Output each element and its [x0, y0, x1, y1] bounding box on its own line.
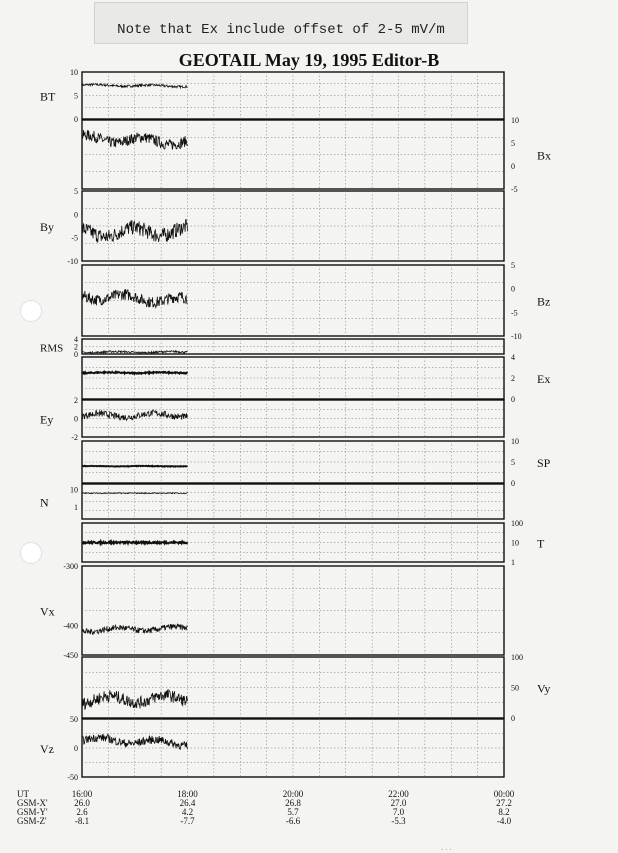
- tick-label-T: 100: [511, 519, 523, 528]
- orbit-value: 22:00: [388, 789, 409, 799]
- tick-label-RMS: 4: [74, 335, 78, 344]
- tick-label-Bx: 10: [511, 116, 519, 125]
- orbit-value: -7.7: [180, 816, 195, 826]
- trace-SP: [82, 466, 188, 467]
- trace-Vz: [82, 734, 188, 749]
- orbit-value: 18:00: [177, 789, 198, 799]
- panel-label-N: N: [40, 495, 49, 510]
- tick-label-SP: 5: [511, 458, 515, 467]
- tick-label-By: -5: [71, 233, 78, 243]
- orbit-row-label: UT: [17, 789, 29, 799]
- orbit-value: 27.2: [496, 798, 512, 808]
- tick-label-Vy: 50: [511, 683, 519, 693]
- tick-label-Vx: -450: [63, 651, 78, 660]
- tick-label-N: 10: [70, 485, 78, 495]
- panel-label-Vx: Vx: [40, 604, 55, 619]
- trace-T: [82, 542, 188, 544]
- tick-label-SP: 10: [511, 437, 519, 446]
- binder-hole-bottom: [20, 542, 42, 564]
- tick-label-By: 5: [74, 187, 78, 196]
- orbit-value: 4.2: [181, 807, 194, 817]
- tick-label-Ey: 0: [74, 414, 78, 424]
- panel-label-Ex: Ex: [537, 372, 551, 386]
- tick-label-Vz: 0: [74, 744, 78, 753]
- tick-label-Vz: 50: [70, 715, 78, 724]
- note-text: Note that Ex include offset of 2-5 mV/m: [117, 22, 445, 38]
- panel-label-Ey: Ey: [40, 412, 54, 427]
- tick-label-RMS: 0: [74, 350, 78, 359]
- orbit-row-label: GSM-Y': [17, 807, 48, 817]
- panel-label-Vz: Vz: [40, 742, 54, 756]
- tick-label-Ex: 2: [511, 374, 515, 383]
- tick-label-Vz: -50: [67, 773, 78, 782]
- orbit-value: 8.2: [498, 807, 510, 817]
- tick-label-Ex: 0: [511, 395, 515, 404]
- orbit-value: 7.0: [392, 807, 405, 817]
- tick-label-Bz: 5: [511, 261, 515, 270]
- orbit-value: 26.0: [74, 798, 90, 808]
- trace-Bx: [82, 130, 188, 150]
- orbit-value: 27.0: [390, 798, 407, 808]
- tick-label-Bx: 5: [511, 139, 515, 148]
- tick-label-RMS: 2: [74, 342, 78, 352]
- tick-label-BT: 10: [70, 68, 78, 77]
- tick-label-Bx: -5: [511, 185, 518, 194]
- panel-label-BT: BT: [40, 89, 56, 104]
- tick-label-T: 1: [511, 558, 515, 567]
- tick-label-T: 10: [511, 538, 519, 548]
- orbit-value: 00:00: [493, 789, 515, 799]
- tick-label-By: -10: [67, 257, 78, 266]
- panel-label-T: T: [537, 536, 545, 551]
- orbit-row-label: GSM-Z': [17, 816, 47, 826]
- panel-label-Bx: Bx: [537, 148, 552, 163]
- tick-label-Vx: -300: [63, 562, 78, 571]
- orbit-value: 26.4: [179, 798, 196, 808]
- tick-label-Bx: 0: [511, 162, 515, 171]
- tick-label-BT: 5: [74, 91, 78, 101]
- tick-label-Ey: 2: [74, 396, 78, 405]
- orbit-value: 20:00: [282, 789, 304, 799]
- tick-label-Bz: 0: [511, 284, 515, 294]
- tick-label-Ey: -2: [71, 433, 78, 442]
- panel-label-RMS: RMS: [40, 342, 64, 355]
- tick-label-BT: 0: [74, 115, 78, 124]
- orbit-value: 2.6: [76, 807, 88, 817]
- orbit-value: 5.7: [287, 807, 299, 817]
- tick-label-SP: 0: [511, 479, 515, 488]
- tick-label-Vy: 0: [511, 714, 515, 723]
- orbit-row-label: GSM-X': [17, 798, 48, 808]
- trace-N: [82, 493, 188, 494]
- trace-Ex: [82, 372, 188, 374]
- orbit-value: -6.6: [285, 816, 301, 826]
- tick-label-Ex: 4: [511, 353, 515, 362]
- tick-label-N: 1: [74, 502, 78, 512]
- tick-label-Bz: -5: [511, 308, 518, 318]
- panel-label-Bz: Bz: [537, 294, 551, 309]
- chart-title: GEOTAIL May 19, 1995 Editor-B: [178, 50, 440, 70]
- tick-label-Vy: 100: [511, 653, 523, 662]
- panel-label-Vy: Vy: [537, 681, 551, 696]
- trace-RMS: [82, 351, 188, 353]
- panel-label-By: By: [40, 220, 55, 234]
- tick-label-Bz: -10: [511, 332, 522, 341]
- orbit-value: 26.8: [285, 798, 301, 808]
- panel-label-SP: SP: [537, 456, 551, 470]
- footer-stamp: ...: [440, 845, 453, 853]
- binder-hole-top: [20, 300, 42, 322]
- tick-label-Vx: -400: [63, 621, 78, 631]
- orbit-value: -8.1: [74, 816, 90, 826]
- orbit-value: 16:00: [71, 789, 93, 799]
- tick-label-By: 0: [74, 210, 78, 220]
- orbit-value: -4.0: [496, 816, 512, 826]
- orbit-value: -5.3: [391, 816, 406, 826]
